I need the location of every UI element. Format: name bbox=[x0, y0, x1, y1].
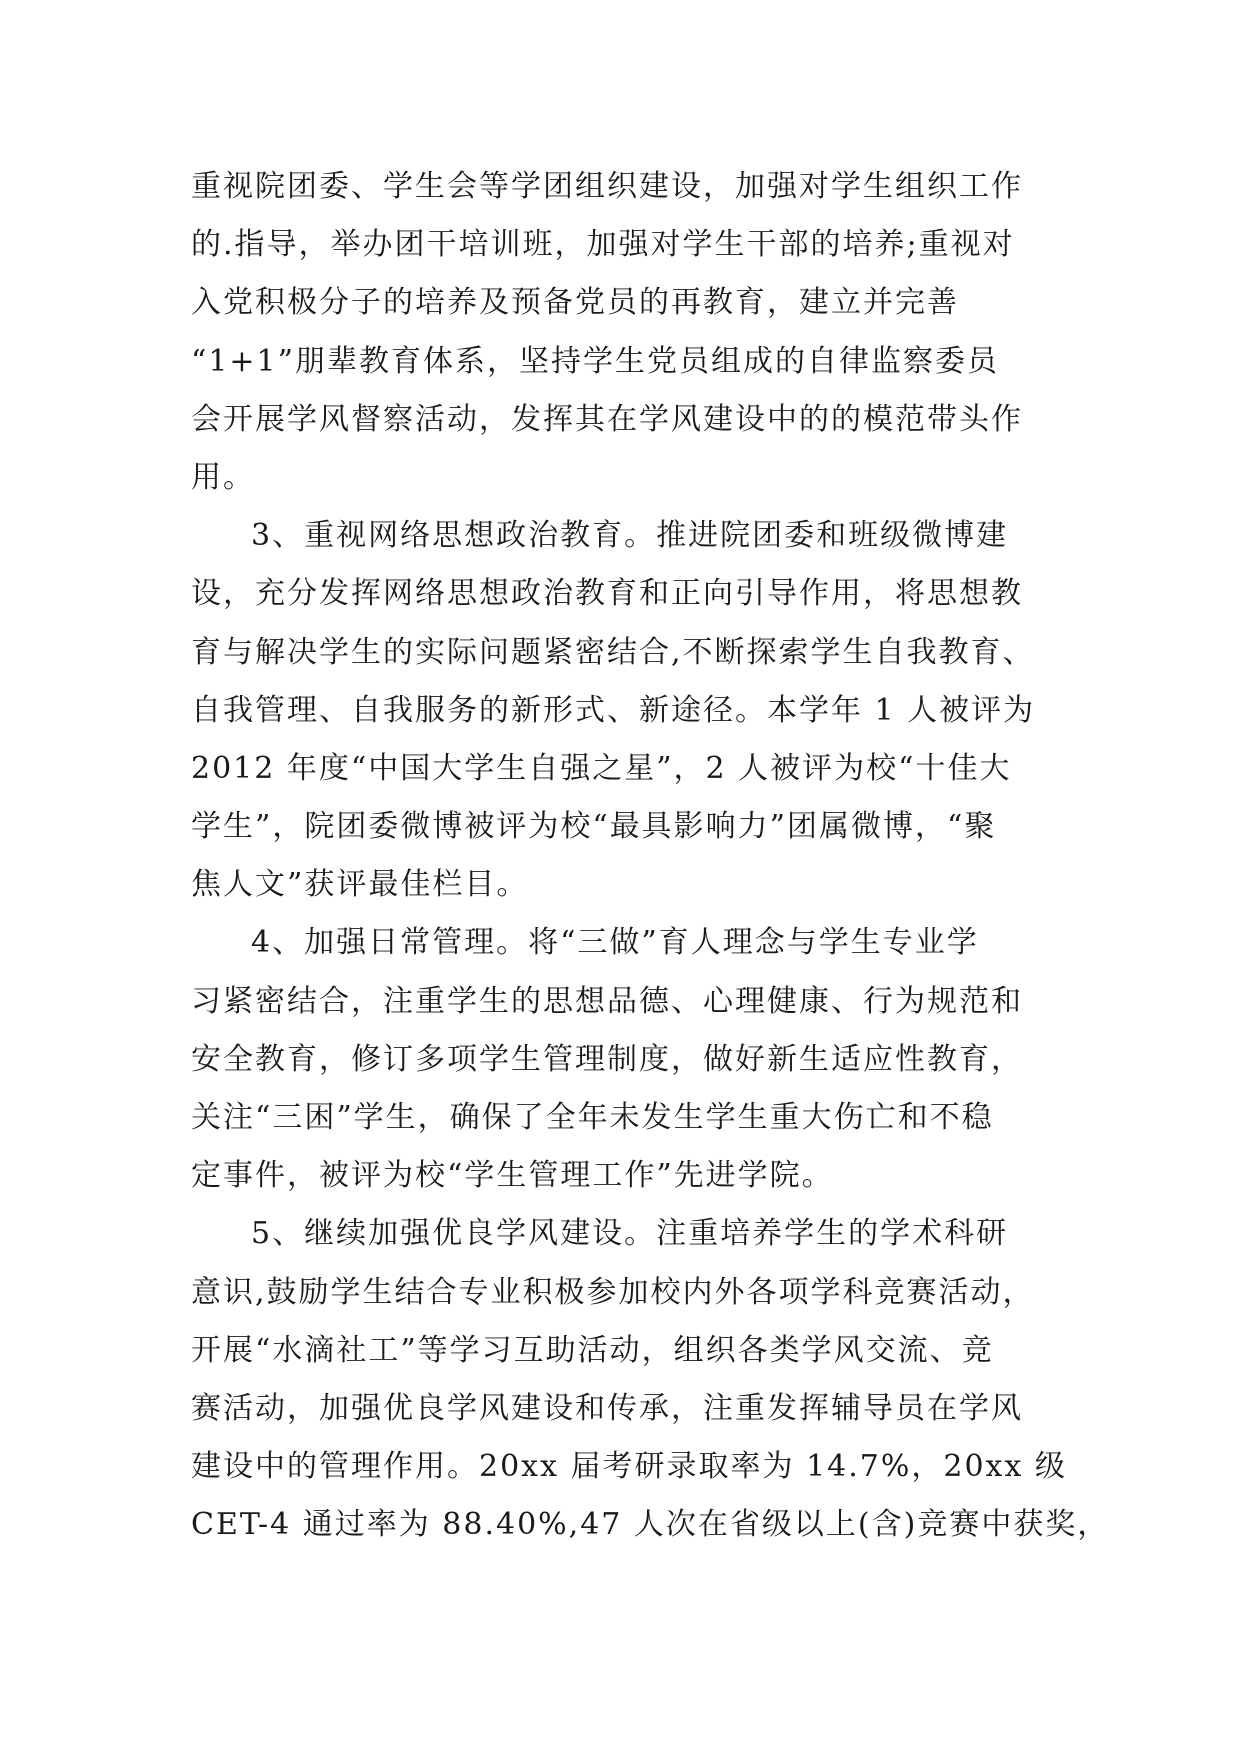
text-line: 重视院团委、学生会等学团组织建设，加强对学生组织工作 bbox=[191, 169, 1023, 204]
text-line: 安全教育，修订多项学生管理制度，做好新生适应性教育， bbox=[191, 1041, 1023, 1077]
text-line: “1+1”朋辈教育体系，坚持学生党员组成的自律监察委员 bbox=[191, 343, 999, 379]
text-line: 自我管理、自我服务的新形式、新途径。本学年 1 人被评为 bbox=[191, 692, 1036, 728]
text-line: 定事件，被评为校“学生管理工作”先进学院。 bbox=[191, 1158, 834, 1194]
document-body bbox=[191, 158, 1110, 1555]
text-line: 焦人文”获评最佳栏目。 bbox=[191, 867, 529, 903]
paragraph-study-style bbox=[191, 1205, 1110, 1554]
paragraph-network-education bbox=[191, 507, 1071, 914]
text-line: 关注“三困”学生，确保了全年未发生学生重大伤亡和不稳 bbox=[191, 1100, 994, 1135]
text-line: 学生”，院团委微博被评为校“最具影响力”团属微博，“聚 bbox=[191, 809, 997, 845]
text-line: 3、重视网络思想政治教育。推进院团委和班级微博建 bbox=[251, 518, 1009, 554]
text-line: CET-4 通过率为 88.40%,47 人次在省级以上(含)竞赛中获奖， bbox=[191, 1507, 1110, 1543]
text-line: 4、加强日常管理。将“三做”育人理念与学生专业学 bbox=[251, 925, 979, 961]
paragraph-daily-management bbox=[191, 914, 1071, 1205]
text-line: 的.指导，举办团干培训班，加强对学生干部的培养;重视对 bbox=[191, 227, 1015, 263]
text-line: 赛活动，加强优良学风建设和传承，注重发挥辅导员在学风 bbox=[191, 1390, 1023, 1426]
text-line: 设，充分发挥网络思想政治教育和正向引导作用，将思想教 bbox=[191, 576, 1023, 612]
text-line: 开展“水滴社工”等学习互助活动，组织各类学风交流、竞 bbox=[191, 1332, 994, 1368]
text-line: 建设中的管理作用。20xx 届考研录取率为 14.7%，20xx 级 bbox=[191, 1449, 1067, 1485]
paragraph-org-building bbox=[191, 158, 1071, 507]
text-line: 用。 bbox=[191, 459, 255, 495]
text-line: 2012 年度“中国大学生自强之星”，2 人被评为校“十佳大 bbox=[191, 750, 1012, 786]
text-line: 5、继续加强优良学风建设。注重培养学生的学术科研 bbox=[251, 1216, 1009, 1252]
text-line: 意识,鼓励学生结合专业积极参加校内外各项学科竞赛活动， bbox=[191, 1274, 1035, 1310]
text-line: 入党积极分子的培养及预备党员的再教育，建立并完善 bbox=[191, 285, 959, 321]
text-line: 会开展学风督察活动，发挥其在学风建设中的的模范带头作 bbox=[191, 401, 1023, 437]
text-line: 习紧密结合，注重学生的思想品德、心理健康、行为规范和 bbox=[191, 983, 1023, 1019]
text-line: 育与解决学生的实际问题紧密结合,不断探索学生自我教育、 bbox=[191, 634, 1035, 670]
